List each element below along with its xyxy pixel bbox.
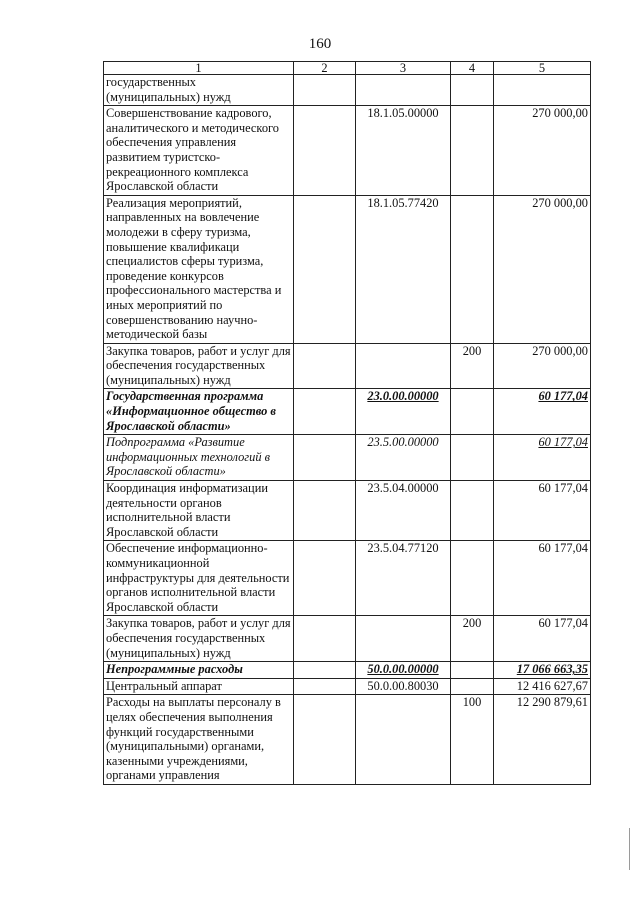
header-col-1: 1: [104, 62, 294, 75]
table-row: [104, 541, 591, 616]
row-code-cell: 23.5.04.00000: [356, 481, 451, 541]
row-type-cell: [451, 106, 494, 196]
table-row: [104, 678, 591, 695]
row-name-cell: Реализация мероприятий, направленных на вовлечение молодежи в сферу туризма, повышение квалификаци специалистов сферы туризма, проведение конкурсов профессионального мастерства и иных мероприятий по совершенствованию научно-методической базы: [104, 195, 294, 343]
row-name-cell: Государственная программа «Информационное общество в Ярославской области»: [104, 389, 294, 435]
row-code-cell: 18.1.05.00000: [356, 106, 451, 196]
budget-table: [103, 61, 591, 785]
row-amount-cell: [494, 75, 591, 106]
row-type-cell: [451, 541, 494, 616]
row-name-cell: Закупка товаров, работ и услуг для обеспечения государственных (муниципальных) нужд: [104, 616, 294, 662]
row-amount-cell: 270 000,00: [494, 106, 591, 196]
row-col2-cell: [294, 435, 356, 481]
row-col2-cell: [294, 695, 356, 785]
row-code-cell: [356, 616, 451, 662]
header-col-3: 3: [356, 62, 451, 75]
table-row: [104, 616, 591, 662]
row-col2-cell: [294, 616, 356, 662]
table-row: [104, 662, 591, 679]
row-code-cell: 50.0.00.00000: [356, 662, 451, 679]
row-code-cell: 23.0.00.00000: [356, 389, 451, 435]
row-code-cell: [356, 695, 451, 785]
row-type-cell: [451, 75, 494, 106]
row-code-cell: [356, 343, 451, 389]
table-row: [104, 389, 591, 435]
row-name-cell: государственных (муниципальных) нужд: [104, 75, 294, 106]
header-col-4: 4: [451, 62, 494, 75]
table-row: [104, 106, 591, 196]
row-amount-cell: 12 416 627,67: [494, 678, 591, 695]
table-row: [104, 195, 591, 343]
row-type-cell: [451, 481, 494, 541]
row-amount-cell: 60 177,04: [494, 481, 591, 541]
row-code-cell: [356, 75, 451, 106]
row-name-cell: Закупка товаров, работ и услуг для обеспечения государственных (муниципальных) нужд: [104, 343, 294, 389]
table-row: [104, 435, 591, 481]
row-type-cell: [451, 389, 494, 435]
table-row: [104, 481, 591, 541]
row-name-cell: Непрограммные расходы: [104, 662, 294, 679]
table-header-row: [104, 62, 591, 75]
row-name-cell: Расходы на выплаты персоналу в целях обеспечения выполнения функций государственными (муниципальными) органами, казенными учреждениями, органами управления: [104, 695, 294, 785]
table-row: [104, 343, 591, 389]
row-code-cell: 23.5.00.00000: [356, 435, 451, 481]
row-type-cell: 200: [451, 343, 494, 389]
table-body: [104, 75, 591, 785]
scan-edge-mark: [629, 828, 630, 870]
row-amount-cell: 12 290 879,61: [494, 695, 591, 785]
row-name-cell: Подпрограмма «Развитие информационных технологий в Ярославской области»: [104, 435, 294, 481]
row-col2-cell: [294, 662, 356, 679]
row-col2-cell: [294, 678, 356, 695]
row-name-cell: Обеспечение информационно-коммуникационной инфраструктуры для деятельности органов исполнительной власти Ярославской области: [104, 541, 294, 616]
row-name-cell: Центральный аппарат: [104, 678, 294, 695]
page-number: 160: [308, 36, 332, 52]
row-amount-cell: 60 177,04: [494, 616, 591, 662]
row-col2-cell: [294, 195, 356, 343]
row-amount-cell: 60 177,04: [494, 435, 591, 481]
row-amount-cell: 60 177,04: [494, 541, 591, 616]
table-row: [104, 695, 591, 785]
row-col2-cell: [294, 75, 356, 106]
row-amount-cell: 17 066 663,35: [494, 662, 591, 679]
row-type-cell: [451, 678, 494, 695]
row-name-cell: Совершенствование кадрового, аналитического и методического обеспечения управления развитием туристско-рекреационного комплекса Ярославской области: [104, 106, 294, 196]
row-type-cell: 200: [451, 616, 494, 662]
row-amount-cell: 270 000,00: [494, 195, 591, 343]
header-col-2: 2: [294, 62, 356, 75]
row-type-cell: [451, 195, 494, 343]
row-col2-cell: [294, 343, 356, 389]
header-col-5: 5: [494, 62, 591, 75]
row-col2-cell: [294, 389, 356, 435]
row-type-cell: [451, 662, 494, 679]
row-type-cell: [451, 435, 494, 481]
table-row: [104, 75, 591, 106]
row-code-cell: 50.0.00.80030: [356, 678, 451, 695]
row-amount-cell: 270 000,00: [494, 343, 591, 389]
row-col2-cell: [294, 106, 356, 196]
row-code-cell: 23.5.04.77120: [356, 541, 451, 616]
row-name-cell: Координация информатизации деятельности органов исполнительной власти Ярославской области: [104, 481, 294, 541]
row-amount-cell: 60 177,04: [494, 389, 591, 435]
row-code-cell: 18.1.05.77420: [356, 195, 451, 343]
row-col2-cell: [294, 541, 356, 616]
row-col2-cell: [294, 481, 356, 541]
row-type-cell: 100: [451, 695, 494, 785]
